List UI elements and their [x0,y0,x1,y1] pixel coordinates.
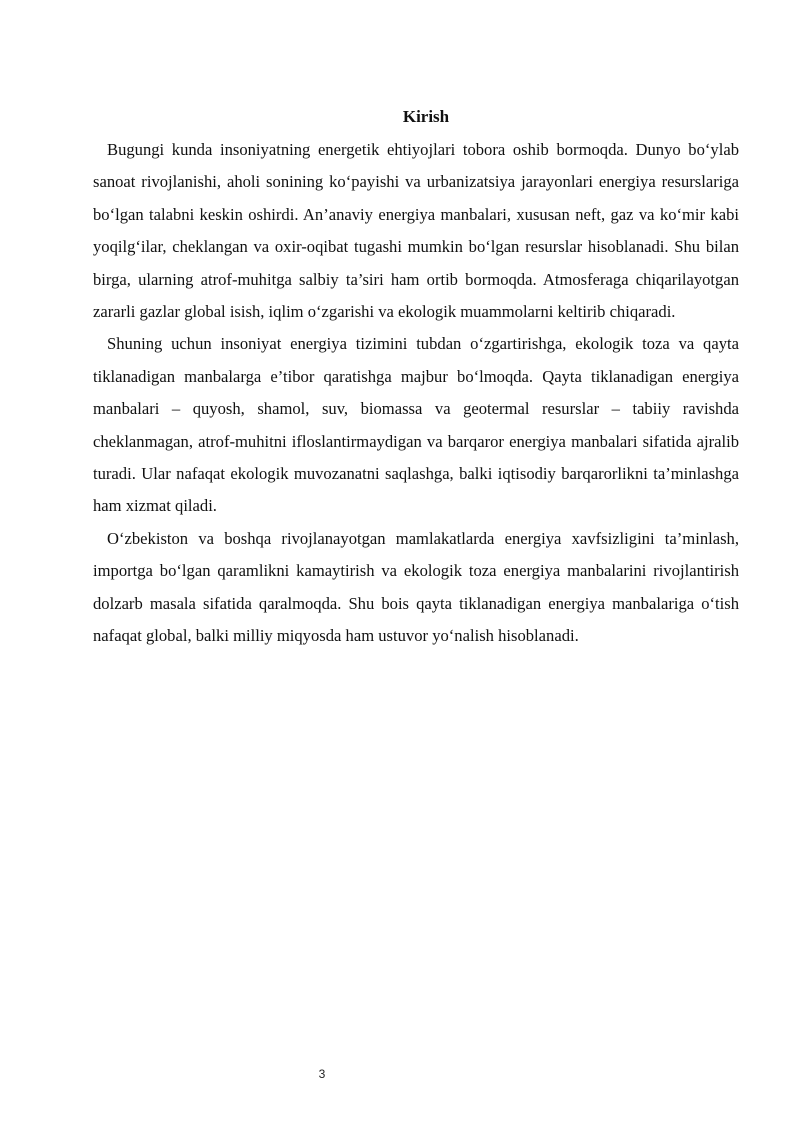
page-number: 3 [318,1067,326,1081]
paragraph-2: Shuning uchun insoniyat energiya tizimini tubdan o‘zgartirishga, ekologik toza va qayta tiklanadigan manbalarga e’tibor qaratishga majbur bo‘lmoqda. Qayta tiklanadigan energiya manbalari – quyosh, shamol, suv, biomassa va geotermal resurslar – tabiiy ravishda cheklanmagan, atrof-muhitni ifloslantirmaydigan va barqaror energiya manbalari sifatida ajralib turadi. Ular nafaqat ekologik muvozanatni saqlashga, balki iqtisodiy barqarorlikni ta’minlashga ham xizmat qiladi. [93,334,739,516]
page-content [93,104,739,653]
paragraph-3: O‘zbekiston va boshqa rivojlanayotgan mamlakatlarda energiya xavfsizligini ta’minlash, importga bo‘lgan qaramlikni kamaytirish va ekologik toza energiya manbalarini rivojlantirish dolzarb masala sifatida qaralmoqda. Shu bois qayta tiklanadigan energiya manbalariga o‘tish nafaqat global, balki milliy miqyosda ham ustuvor yo‘nalish hisoblanadi. [93,528,739,646]
paragraph-1: Bugungi kunda insoniyatning energetik ehtiyojlari tobora oshib bormoqda. Dunyo bo‘ylab sanoat rivojlanishi, aholi sonining ko‘payishi va urbanizatsiya jarayonlari energiya resurslariga bo‘lgan talabni keskin oshirdi. An’anaviy energiya manbalari, xususan neft, gaz va ko‘mir kabi yoqilg‘ilar, cheklangan va oxir-oqibat tugashi mumkin bo‘lgan resurslar hisoblanadi. Shu bilan birga, ularning atrof-muhitga salbiy ta’siri ham ortib bormoqda. Atmosferaga chiqarilayotgan zararli gazlar global isish, iqlim o‘zgarishi va ekologik muammolarni keltirib chiqaradi. [93,140,739,322]
section-title: Kirish [402,107,450,126]
